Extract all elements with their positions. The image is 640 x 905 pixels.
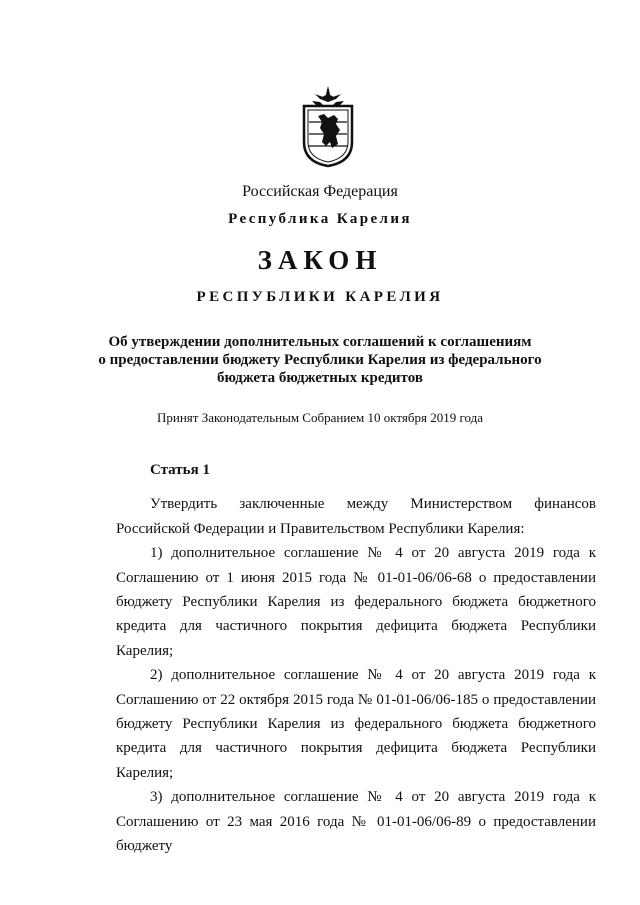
article-paragraph: 2) дополнительное соглашение № 4 от 20 августа 2019 года к Соглашению от 22 октября 2015 года № 01-01-06/06-185 о предоставлении бюджету Республики Карелия из федерального бюджета бюджетного кредита для частичного покрытия дефицита бюджета Республики Карелия; bbox=[116, 667, 596, 781]
adoption-note: Принят Законодательным Собранием 10 октября 2019 года bbox=[156, 410, 484, 425]
karelia-coat-of-arms-icon bbox=[298, 84, 358, 168]
article-paragraph: Утвердить заключенные между Министерством финансов Российской Федерации и Правительством Республики Карелия: bbox=[116, 496, 596, 537]
article-paragraph: 1) дополнительное соглашение № 4 от 20 августа 2019 года к Соглашению от 1 июня 2015 года № 01-01-06/06-68 о предоставлении бюджету Республики Карелия из федерального бюджета бюджетного кредита для частичного покрытия дефицита бюджета Республики Карелия; bbox=[116, 545, 596, 659]
document-title-line: бюджета бюджетных кредитов bbox=[217, 370, 423, 386]
article-heading: Статья 1 bbox=[150, 462, 210, 478]
article-paragraph: 3) дополнительное соглашение № 4 от 20 августа 2019 года к Соглашению от 23 мая 2016 года № 01-01-06/06-89 о предоставлении бюджету bbox=[116, 789, 596, 855]
country-name: Российская Федерация bbox=[242, 183, 398, 200]
document-title bbox=[0, 333, 640, 387]
document-title-line: Об утверждении дополнительных соглашений к соглашениям bbox=[108, 334, 532, 350]
law-issuer-heading: РЕСПУБЛИКИ КАРЕЛИЯ bbox=[196, 289, 444, 305]
article-body bbox=[116, 458, 596, 859]
republic-name: Республика Карелия bbox=[228, 211, 412, 227]
law-type-heading: ЗАКОН bbox=[257, 245, 383, 275]
document-title-line: о предоставлении бюджету Республики Карелия из федерального bbox=[98, 352, 542, 368]
